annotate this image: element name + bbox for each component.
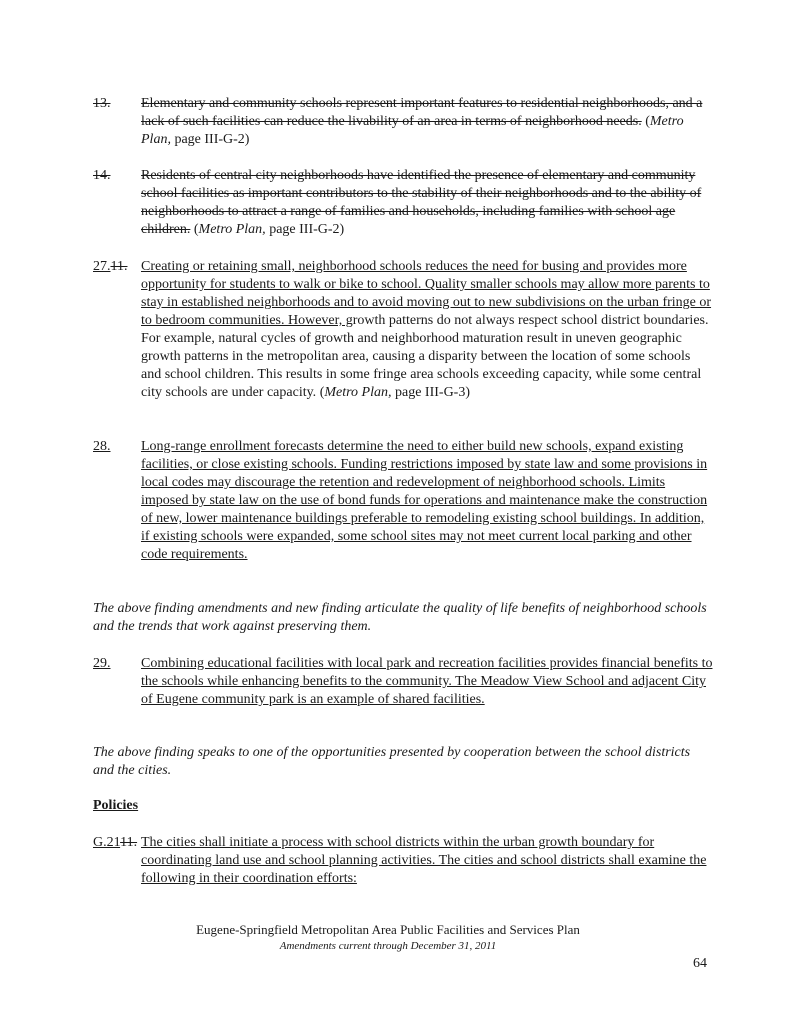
finding-note: The above finding speaks to one of the opportunities presented by cooperation between the school districts and the cities. xyxy=(93,745,691,778)
finding-text-inserted: Combining educational facilities with local park and recreation facilities provides financial benefits to the schools while enhancing benefits to the community. The Meadow View School and adjacent City of Eugene community park is an example of shared facilities. xyxy=(141,656,713,707)
finding-27: 27.11. Creating or retaining small, neighborhood schools reduces the need for busing and provides more opportunity for students to walk or bike to school. Quality smaller schools may allow more parents to stay in established neighborhoods and to avoid moving out to new subdivisions on the urban fringe or to bedroom communities. However, growth patterns do not always respect school district boundaries. For example, natural cycles of growth and neighborhood maturation result in uneven geographic growth patterns in the metropolitan area, causing a disparity between the location of some schools and school children. This results in some fringe area schools exceeding capacity, while some central city schools are under capacity. (Metro Plan, page III-G-3) xyxy=(93,259,712,400)
citation-title: Metro Plan, xyxy=(198,222,266,237)
finding-14: 14. Residents of central city neighborhoods have identified the presence of elementary and community school facilities as important contributors to the stability of their neighborhoods and to the ability of neighborhoods to attract a range of families and households, including families with school age children. (Metro Plan, page III-G-2) xyxy=(93,168,702,237)
finding-28 xyxy=(93,438,713,564)
policy-number: G.2111. xyxy=(93,835,138,850)
footer-subtitle: Amendments current through December 31, 2011 xyxy=(279,940,497,952)
citation-page: page III-G-3) xyxy=(395,385,471,400)
citation-page: page III-G-2) xyxy=(269,222,345,237)
finding-number: 14. xyxy=(93,168,111,183)
finding-text-deleted: Elementary and community schools represent important features to residential neighborhoods, and a lack of such facilities can reduce the livability of an area in terms of neighborhood needs. xyxy=(141,96,703,129)
finding-number: 27.11. xyxy=(93,259,128,274)
finding-text-inserted: Creating or retaining small, neighborhood schools reduces the need for busing and provides more opportunity for students to walk or bike to school. Quality smaller schools may allow more parents to stay in established neighborhoods and to avoid moving out to new subdivisions on the urban fringe or to bedroom communities. However, g xyxy=(141,259,712,328)
finding-number: 29. xyxy=(93,656,111,671)
citation-page: page III-G-2) xyxy=(174,132,250,147)
finding-text-inserted: Long-range enrollment forecasts determine the need to either build new schools, expand existing facilities, or close existing schools. Funding restrictions imposed by state law and some provisions in local codes may discourage the retention and redevelopment of neighborhood schools. Limits imposed by state law on the use of bond funds for operations and maintenance make the construction of new, lower maintenance buildings preferable to remodeling existing school buildings. In addition, if existing schools were expanded, some school sites may not meet current local parking and other code requirements. xyxy=(141,439,708,562)
finding-note: The above finding amendments and new finding articulate the quality of life benefits of neighborhood schools and the trends that work against preserving them. xyxy=(93,601,707,634)
footer-title: Eugene-Springfield Metropolitan Area Public Facilities and Services Plan xyxy=(196,922,580,937)
finding-number: 13. xyxy=(93,96,111,111)
policy-g21 xyxy=(93,834,713,888)
finding-number: 28. xyxy=(93,439,111,454)
policies-heading: Policies xyxy=(93,798,139,813)
finding-13: 13. Elementary and community schools represent important features to residential neighborhoods, and a lack of such facilities can reduce the livability of an area in terms of neighborhood needs. (Metro Plan, page III-G-2) xyxy=(93,96,703,147)
finding-text: rowth patterns do not always respect school district boundaries. For example, natural cycles of growth and neighborhood maturation result in uneven geographic growth patterns in the metropolitan area, causing a disparity between the location of some schools and school children. This results in some fringe area schools exceeding capacity, while some central city schools are under capacity. xyxy=(141,313,709,400)
page-number: 64 xyxy=(693,956,707,971)
finding-29 xyxy=(93,655,713,709)
policy-text-inserted: The cities shall initiate a process with school districts within the urban growth boundary for coordinating land use and school planning activities. The cities and school districts shall examine the following in their coordination efforts: xyxy=(141,835,707,886)
finding-text-deleted: Residents of central city neighborhoods have identified the presence of elementary and community school facilities as important contributors to the stability of their neighborhoods and to the ability of neighborhoods to attract a range of families and households, including families with school age children. xyxy=(141,168,702,237)
citation-title: Metro Plan, xyxy=(324,385,392,400)
citation-title: Metro Plan, xyxy=(141,114,684,147)
